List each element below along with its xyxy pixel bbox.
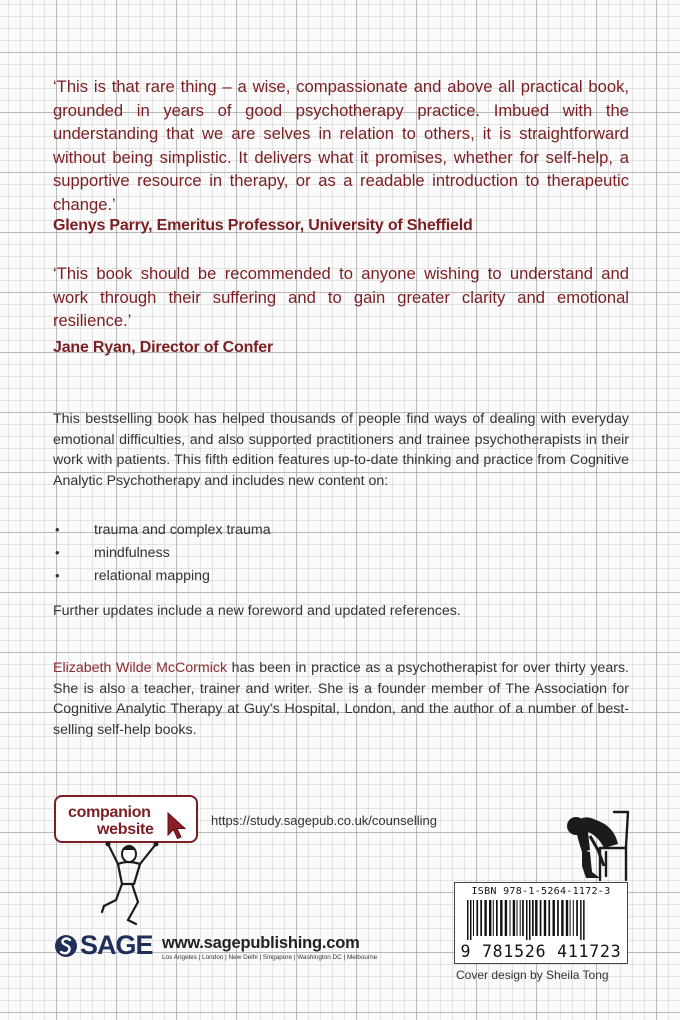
barcode-bar [473, 900, 474, 936]
companion-website-badge[interactable] [54, 795, 198, 843]
barcode-bar [557, 900, 559, 936]
updates-note: Further updates include a new foreword and updated references. [53, 603, 461, 619]
barcode-bar [573, 900, 574, 936]
sage-logo [54, 930, 153, 965]
barcode-bars [465, 900, 617, 940]
isbn-barcode [454, 882, 628, 964]
author-bio [53, 658, 629, 740]
companion-url[interactable]: https://study.sagepub.co.uk/counselling [211, 813, 437, 828]
quote-1-attribution: Glenys Parry, Emeritus Professor, University of Sheffield [53, 217, 473, 234]
publisher-url[interactable]: www.sagepublishing.com [162, 934, 360, 952]
barcode-bar [526, 900, 528, 940]
bullet-text: mindfulness [94, 545, 170, 561]
bullet-icon: • [55, 522, 60, 537]
sage-s-icon [54, 932, 78, 960]
barcode-bar [529, 900, 531, 940]
barcode-bar [522, 900, 524, 936]
barcode-bar [513, 900, 515, 936]
barcode-bar [580, 900, 582, 940]
barcode-bar [517, 900, 518, 936]
barcode-bar [470, 900, 472, 940]
bullet-text: relational mapping [94, 568, 210, 584]
publisher-cities: Los Angeles | London | New Delhi | Singapore | Washington DC | Melbourne [162, 954, 378, 961]
barcode-bar [505, 900, 507, 936]
blurb-intro: This bestselling book has helped thousands of people find ways of dealing with everyday emotional difficulties, and also supported practitioners and trainee psychotherapists in their work with patients. This fifth edition features up-to-date thinking and practice from Cognitive Analytic Psychotherapy and includes new content on: [53, 411, 629, 489]
cursor-arrow-icon [166, 811, 188, 841]
barcode-bar [570, 900, 571, 936]
barcode-bar [583, 900, 585, 940]
man-holding-sign-icon [98, 840, 168, 940]
isbn-label: ISBN 978-1-5264-1172-3 [471, 886, 611, 897]
barcode-bar [576, 900, 578, 936]
barcode-bar [484, 900, 486, 936]
bullet-icon: • [55, 545, 60, 560]
website-label: website [97, 821, 154, 838]
sitting-man-icon [560, 806, 636, 884]
barcode-bar [553, 900, 555, 936]
author-name: Elizabeth Wilde McCormick [53, 660, 228, 676]
bullet-text: trauma and complex trauma [94, 522, 271, 538]
barcode-bar [532, 900, 534, 936]
barcode-bar [561, 900, 563, 936]
barcode-bar [548, 900, 550, 936]
quote-1: ‘This is that rare thing – a wise, compassionate and above all practical book, grounded in years of good psychotherapy practice. Imbued with the understanding that we are selves in relation to others, it is straightforward without being simplistic. It delivers what it promises, whether for self-help, a supportive resource in therapy, or as a readable introduction to therapeutic change.’ [53, 77, 629, 214]
barcode-bar [493, 900, 494, 936]
barcode-bar [540, 900, 542, 936]
barcode-bar [500, 900, 502, 936]
barcode-bar [535, 900, 537, 936]
barcode-bar [489, 900, 491, 936]
companion-label: companion [68, 804, 151, 821]
barcode-bar [467, 900, 469, 940]
bullet-icon: • [55, 568, 60, 583]
barcode-bar [520, 900, 521, 936]
sage-wordmark: SAGE [80, 930, 153, 960]
barcode-bar [510, 900, 511, 936]
barcode-bar [566, 900, 568, 936]
barcode-bar [496, 900, 498, 936]
cover-design-credit: Cover design by Sheila Tong [456, 968, 609, 982]
quote-2: ‘This book should be recommended to anyone wishing to understand and work through their suffering and to gain greater clarity and emotional resilience.’ [53, 264, 629, 330]
author-bio-text: has been in practice as a psychotherapist for over thirty years. She is also a teacher, trainer and writer. She is a founder member of The Association for Cognitive Analytic Therapy at Guy's Hospital, London, and the author of a number of best-selling self-help books. [53, 660, 629, 738]
isbn-digits: 9 781526 411723 [460, 942, 622, 961]
quote-2-attribution: Jane Ryan, Director of Confer [53, 339, 274, 356]
barcode-bar [544, 900, 546, 936]
barcode-bar [480, 900, 482, 936]
barcode-bar [476, 900, 478, 936]
